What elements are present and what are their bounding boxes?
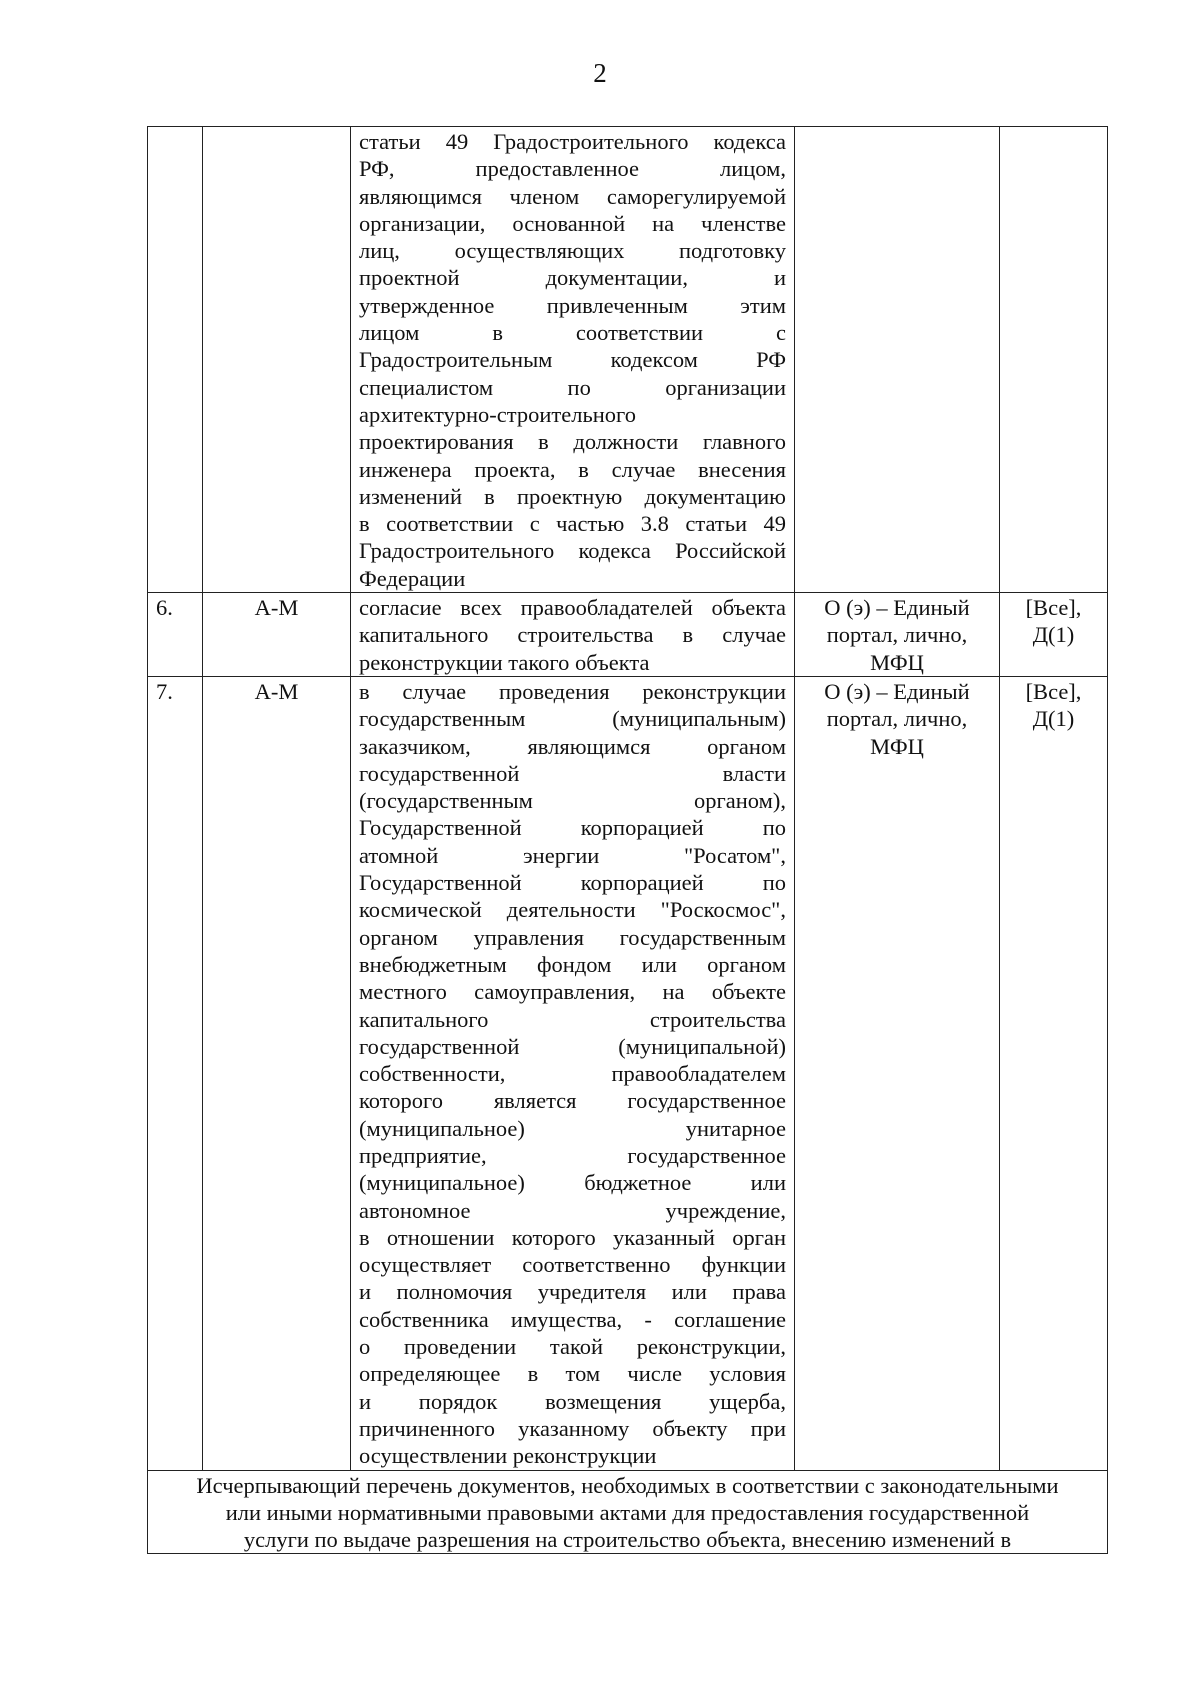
table-row (148, 593, 1108, 677)
description-line: Государственной корпорацией по (359, 815, 786, 841)
description-line: государственной власти (359, 760, 786, 786)
description-line: инженера проекта, в случае внесения (359, 456, 786, 482)
description-line: проектирования в должности главного (359, 429, 786, 455)
description-line: Федерации (359, 565, 466, 591)
description-line: Градостроительного кодекса Российской (359, 538, 786, 564)
description-line: государственной (муниципальной) (359, 1033, 786, 1059)
requirement-line: [Все], (1025, 678, 1082, 704)
description-line: заказчиком, являющимся органом (359, 733, 786, 759)
description-line: местного самоуправления, на объекте (359, 979, 786, 1005)
row-number-cell: 7. (148, 676, 203, 1470)
description-line: в случае проведения реконструкции (359, 678, 786, 704)
description-line: капитального строительства в случае (359, 622, 786, 648)
row-code-cell: А-М (203, 676, 351, 1470)
footer-line: услуги по выдаче разрешения на строительство объекта, внесению изменений в (243, 1527, 1012, 1553)
submission-form-cell (795, 593, 1000, 677)
description-line: архитектурно-строительного (359, 401, 636, 427)
description-line: Государственной корпорацией по (359, 870, 786, 896)
document-description-cell (351, 676, 795, 1470)
description-line: (муниципальное) бюджетное или (359, 1170, 786, 1196)
requirement-line: [Все], (1025, 595, 1082, 621)
documents-table-body (148, 127, 1108, 1471)
description-line: атомной энергии "Росатом", (359, 842, 786, 868)
description-line: (государственным органом), (359, 788, 786, 814)
row-number-cell (148, 127, 203, 593)
requirement-line: Д(1) (1032, 622, 1075, 648)
description-line: внебюджетным фондом или органом (359, 951, 786, 977)
description-line: органом управления государственным (359, 924, 786, 950)
description-line: и порядок возмещения ущерба, (359, 1388, 786, 1414)
requirement-cell (1000, 593, 1108, 677)
table-row (148, 676, 1108, 1470)
description-line: которого является государственное (359, 1088, 786, 1114)
footer-line: Исчерпывающий перечень документов, необходимых в соответствии с законодательными (196, 1472, 1059, 1498)
description-line: собственника имущества, - соглашение (359, 1306, 786, 1332)
description-line: Градостроительным кодексом РФ (359, 347, 786, 373)
description-line: лицом в соответствии с (359, 320, 786, 346)
row-code-cell: А-М (203, 593, 351, 677)
footer-line: или иными нормативными правовыми актами для предоставления государственной (225, 1499, 1030, 1525)
description-line: утвержденное привлеченным этим (359, 292, 786, 318)
description-line: являющимся членом саморегулируемой (359, 183, 786, 209)
requirement-line: Д(1) (1032, 706, 1075, 732)
row-number-cell: 6. (148, 593, 203, 677)
document-description-cell (351, 593, 795, 677)
description-line: организации, основанной на членстве (359, 210, 786, 236)
footer-heading-cell (148, 1470, 1108, 1554)
submission-form-line: МФЦ (870, 649, 924, 675)
submission-form-line: МФЦ (870, 733, 924, 759)
description-line: реконструкции такого объекта (359, 649, 650, 675)
description-line: космической деятельности "Роскосмос", (359, 897, 786, 923)
description-line: и полномочия учредителя или права (359, 1279, 786, 1305)
submission-form-line: О (э) – Единый (824, 678, 970, 704)
description-line: специалистом по организации (359, 374, 786, 400)
description-line: предприятие, государственное (359, 1142, 786, 1168)
description-line: осуществлении реконструкции (359, 1443, 657, 1469)
description-line: государственным (муниципальным) (359, 706, 786, 732)
requirement-cell (1000, 127, 1108, 593)
description-line: в отношении которого указанный орган (359, 1224, 786, 1250)
description-line: капитального строительства (359, 1006, 786, 1032)
description-line: согласие всех правообладателей объекта (359, 595, 786, 621)
documents-table (147, 126, 1108, 1554)
description-line: определяющее в том числе условия (359, 1361, 786, 1387)
submission-form-cell (795, 127, 1000, 593)
table-row (148, 127, 1108, 593)
description-line: собственности, правообладателем (359, 1061, 786, 1087)
document-description-cell (351, 127, 795, 593)
description-line: лиц, осуществляющих подготовку (359, 238, 786, 264)
footer-row (148, 1470, 1108, 1554)
description-line: причиненного указанному объекту при (359, 1415, 786, 1441)
description-line: о проведении такой реконструкции, (359, 1334, 786, 1360)
submission-form-line: портал, лично, (826, 622, 968, 648)
description-line: (муниципальное) унитарное (359, 1115, 786, 1141)
description-line: в соответствии с частью 3.8 статьи 49 (359, 511, 786, 537)
description-line: осуществляет соответственно функции (359, 1252, 786, 1278)
submission-form-line: портал, лично, (826, 706, 968, 732)
submission-form-line: О (э) – Единый (824, 595, 970, 621)
description-line: изменений в проектную документацию (359, 483, 786, 509)
description-line: РФ, предоставленное лицом, (359, 156, 786, 182)
description-line: автономное учреждение, (359, 1197, 786, 1223)
submission-form-cell (795, 676, 1000, 1470)
page-number: 2 (593, 58, 607, 88)
description-line: проектной документации, и (359, 265, 786, 291)
requirement-cell (1000, 676, 1108, 1470)
description-line: статьи 49 Градостроительного кодекса (359, 129, 786, 154)
row-code-cell (203, 127, 351, 593)
